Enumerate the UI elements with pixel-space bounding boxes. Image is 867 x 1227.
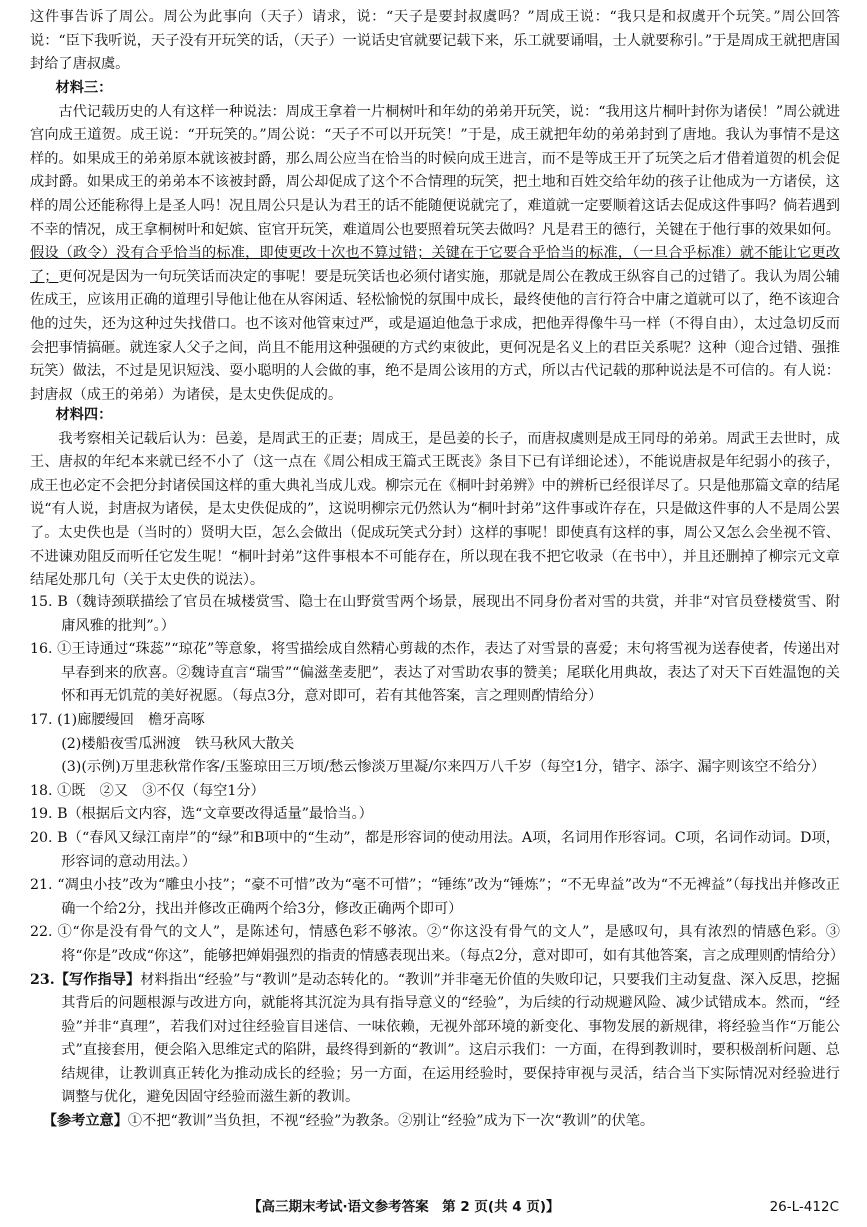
underlined-sentence: 假设（政令）没有合乎恰当的标准，即使更改十次也不算过错；关键在于它要合乎恰当的标准，（一旦合乎标准）就不能让它更改了；	[30, 245, 840, 285]
material4-heading: 材料四：	[55, 407, 113, 423]
answer-17-part1: 17. (1)廊腰缦回 檐牙高啄	[30, 711, 205, 728]
answer-21: 21. “凋虫小技”改为“雕虫小技”；“豪不可惜”改为“毫不可惜”；“锤练”改为“锤炼”；“不无卑益”改为“不无裨益”（每找出并修改正确一个给2分，找出并修改正确两个给3分，修改正确两个即可）	[30, 877, 840, 917]
answer-18: 18. ①既 ②又 ③不仅（每空1分）	[30, 782, 265, 799]
material3-paragraph	[30, 101, 840, 408]
paragraph: 这件事告诉了周公。周公为此事向（天子）请求，说：“天子是要封叔虞吗？”周成王说：“我只是和叔虞开个玩笑。”周公回答说：“臣下我听说，天子没有开玩笑的话，（天子）一说话史官就要记载下来，乐工就要诵唱，士人就要称引。”于是周成王就把唐国封给了唐叔虞。	[30, 9, 840, 73]
text-run: 更何况是因为一句玩笑话而决定的事呢！要是玩笑话也必须付诸实施，那就是周公在教成王纵容自己的过错了。我认为周公辅佐成王，应该用正确的道理引导他让他在从容闲适、轻松愉悦的氛围中成长，最终使他的言行符合中庸之道就可以了，绝不该迎合他的过失，还为这种过失找借口。也不该对他管束过严，或是逼迫他急于求成，把他弄得像牛马一样（不得自由），太过急切反而会把事情搞砸。就连家人父子之间，尚且不能用这种强硬的方式约束彼此，更何况是名义上的君臣关系呢？这种（迎合过错、强推玩笑）做法，不过是见识短浅、耍小聪明的人会做的事，绝不是周公该用的方式，所以古代记载的那种说法是不可信的。有人说：封唐叔（成王的弟弟）为诸侯，是太史佚促成的。	[30, 268, 840, 403]
reference-text: ①不把“教训”当负担，不视“经验”为教条。②别让“经验”成为下一次“教训”的伏笔。	[127, 1113, 655, 1130]
material2-tail	[30, 6, 840, 77]
page-footer	[0, 1196, 867, 1220]
answer-17-part3: (3)(示例)万里悲秋常作客/玉鉴琼田三万顷/愁云惨淡万里凝/尔来四万八千岁（每空1分，错字、添字、漏字则该空不给分）	[61, 759, 826, 776]
answers-section	[30, 591, 845, 1134]
writing-guide-text: 材料指出“经验”与“教训”是动态转化的。“教训”并非毫无价值的失败印记，只要我们主动复盘、深入反思，挖掘其背后的问题根源与改进方向，就能将其沉淀为具有指导意义的“经验”，为后续的行动规避风险、减少试错成本。然而，“经验”并非“真理”，若我们对过往经验盲目迷信、一味依赖，无视外部环境的新变化、事物发展的新规律，将经验当作“万能公式”直接套用，便会陷入思维定式的陷阱，最终得到新的“教训”。这启示我们：一方面，在得到教训时，要积极剖析问题、总结规律，让教训真正转化为推动成长的经验；另一方面，在运用经验时，要保持审视与灵活，结合当下实际情况对经验进行调整与优化，避免因固守经验而滋生新的教训。	[61, 971, 840, 1106]
answer-20: 20. B（“春风又绿江南岸”的“绿”和B项中的“生动”，都是形容词的使动用法。A项，名词用作形容词。C项，名词作动词。D项，形容词的意动用法。）	[30, 829, 840, 870]
answer-16: 16. ①王诗通过“珠蕊”“琼花”等意象，将雪描绘成自然精心剪裁的杰作，表达了对雪景的喜爱；末句将雪视为送春使者，传递出对早春到来的欣喜。②魏诗直言“瑞雪”“偏滋垄麦肥”，表达了对雪助农事的赞美；尾联化用典故，表达了对天下百姓温饱的关怀和再无饥荒的美好祝愿。（每点3分，意对即可，若有其他答案，言之理则酌情给分）	[30, 641, 840, 705]
footer-code: 26-L-412C	[769, 1199, 839, 1215]
reference-idea	[30, 1110, 840, 1134]
answer-15: 15. B（魏诗颈联描绘了官员在城楼赏雪、隐士在山野赏雪两个场景，展现出不同身份者对雪的共赏，并非“对官员登楼赏雪、附庸风雅的批判”。）	[30, 594, 840, 634]
footer-title: 【高三期末考试·语文参考答案 第 2 页(共 4 页)】	[248, 1199, 560, 1215]
material3-heading: 材料三：	[55, 80, 113, 96]
reference-label: 【参考立意】	[42, 1113, 128, 1130]
answer-17-part2: (2)楼船夜雪瓜洲渡 铁马秋风大散关	[61, 735, 295, 752]
material4-paragraph: 我考察相关记载后认为：邑姜，是周武王的正妻；周成王，是邑姜的长子，而唐叔虞则是成王同母的弟弟。周武王去世时，成王、唐叔的年纪本来就已经不小了（这一点在《周公相成王篇式王既丧》条目下已有详细论述），不能说唐叔是年纪弱小的孩子，成王也必定不会把分封诸侯国这样的重大典礼当成儿戏。柳宗元在《桐叶封弟辨》中的辨析已经很详尽了。只是他那篇文章的结尾说“有人说，封唐叔为诸侯，是太史佚促成的”，这说明柳宗元仍然认为“桐叶封弟”这件事或许存在，只是做这件事的人不是周公罢了。太史佚也是（当时的）贤明大臣，怎么会做出（促成玩笑式分封）这样的事呢！即使真有这样的事，周公又怎么会坐视不管、不进谏劝阻反而听任它发生呢！“桐叶封弟”这件事根本不可能存在，所以现在我不把它收录（在书中），并且还删掉了柳宗元文章结尾处那几句（关于太史佚的说法）。	[30, 430, 840, 589]
answer-17	[30, 709, 840, 780]
material4-section	[30, 404, 840, 593]
text-run: 古代记载历史的人有这样一种说法：周成王拿着一片桐树叶和年幼的弟弟开玩笑，说：“我用这片桐叶封你为诸侯！”周公就进宫向成王道贺。成王说：“开玩笑的。”周公说：“天子不可以开玩笑！”于是，成王就把年幼的弟弟封到了唐地。我认为事情不是这样的。如果成王的弟弟原本就该被封爵，那么周公应当在恰当的时候向成王进言，而不是等成王开了玩笑之后才借着道贺的机会促成封爵。如果成王的弟弟本不该被封爵，周公却促成了这个不合情理的玩笑，把土地和百姓交给年幼的孩子让他成为一方诸侯，这样的周公还能称得上是圣人吗！况且周公只是认为君王的话不能随便说就完了，难道就一定要顺着这话去促成这件事吗？倘若遇到不幸的情况，成王拿桐树叶和妃嫔、宦官开玩笑，难道周公也要照着玩笑去做吗？凡是君王的德行，关键在于他行事的效果如何。	[30, 103, 840, 238]
answer-23	[30, 969, 840, 1111]
answer-22: 22. ①“你是没有骨气的文人”，是陈述句，情感色彩不够浓。②“你这没有骨气的文人”，是感叹句，具有浓烈的情感色彩。③将“你是”改成“你这”，能够把婵娟强烈的指责的情感表现出来。（每点2分，意对即可，如有其他答案，言之成理则酌情给分）	[30, 924, 845, 964]
material3-section	[30, 77, 840, 407]
writing-guide-label: 23.【写作指导】	[30, 971, 141, 988]
answer-19: 19. B（根据后文内容，选“文章要改得适量”最恰当。）	[30, 806, 373, 823]
